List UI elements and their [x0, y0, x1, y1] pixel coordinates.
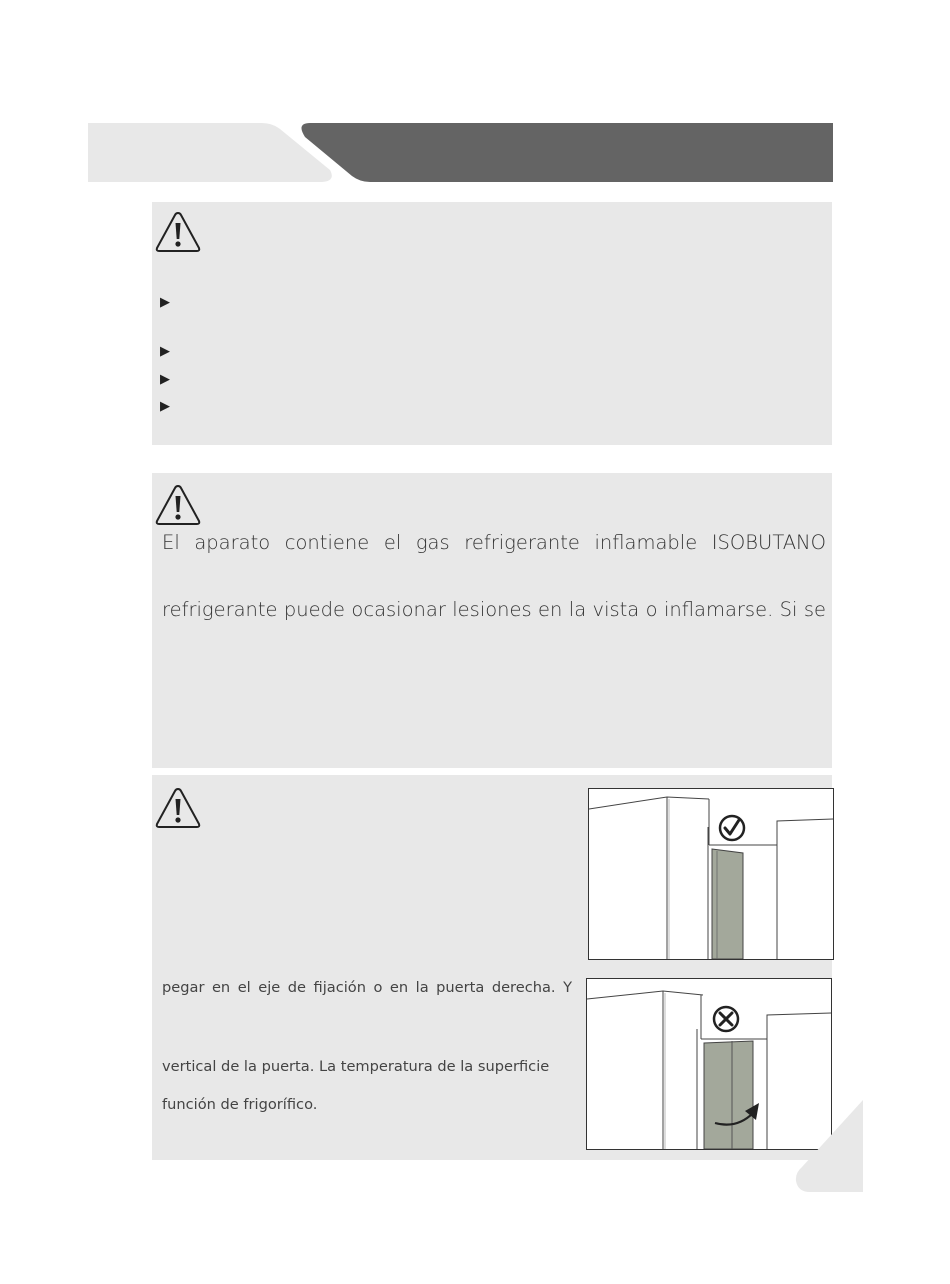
check-circle-icon: [720, 816, 744, 840]
page-corner-tab: [790, 1095, 870, 1195]
bullet-arrow-icon: ▶: [160, 372, 170, 387]
panel3-line-3: función de frigorífico.: [162, 1096, 318, 1113]
figure-correct-door: [588, 788, 834, 960]
panel3-line-2: vertical de la puerta. La temperatura de la superficie: [162, 1058, 550, 1075]
warning-triangle-icon: [154, 210, 202, 254]
cross-circle-icon: [714, 1007, 738, 1031]
warning-triangle-icon: [154, 483, 202, 527]
header-light-tab: [88, 123, 332, 182]
warning-triangle-icon: [154, 786, 202, 830]
bullet-arrow-icon: ▶: [160, 344, 170, 359]
header-dark-tab: [300, 123, 833, 182]
panel2-line-2: refrigerante puede ocasionar lesiones en la vista o inflamarse. Si se: [162, 598, 826, 621]
bullet-arrow-icon: ▶: [160, 399, 170, 414]
cabinet-left-outline: [589, 797, 709, 809]
door-panel: [704, 1041, 753, 1149]
bullet-arrow-icon: ▶: [160, 295, 170, 310]
panel3-line-1: pegar en el eje de fijación o en la puerta derecha. Y: [162, 979, 572, 996]
warning-panel-1: [152, 202, 832, 445]
cabinet-right-outline: [777, 819, 833, 959]
panel2-line-1: El aparato contiene el gas refrigerante inflamable ISOBUTANO: [162, 531, 826, 554]
section-header: [0, 0, 950, 200]
